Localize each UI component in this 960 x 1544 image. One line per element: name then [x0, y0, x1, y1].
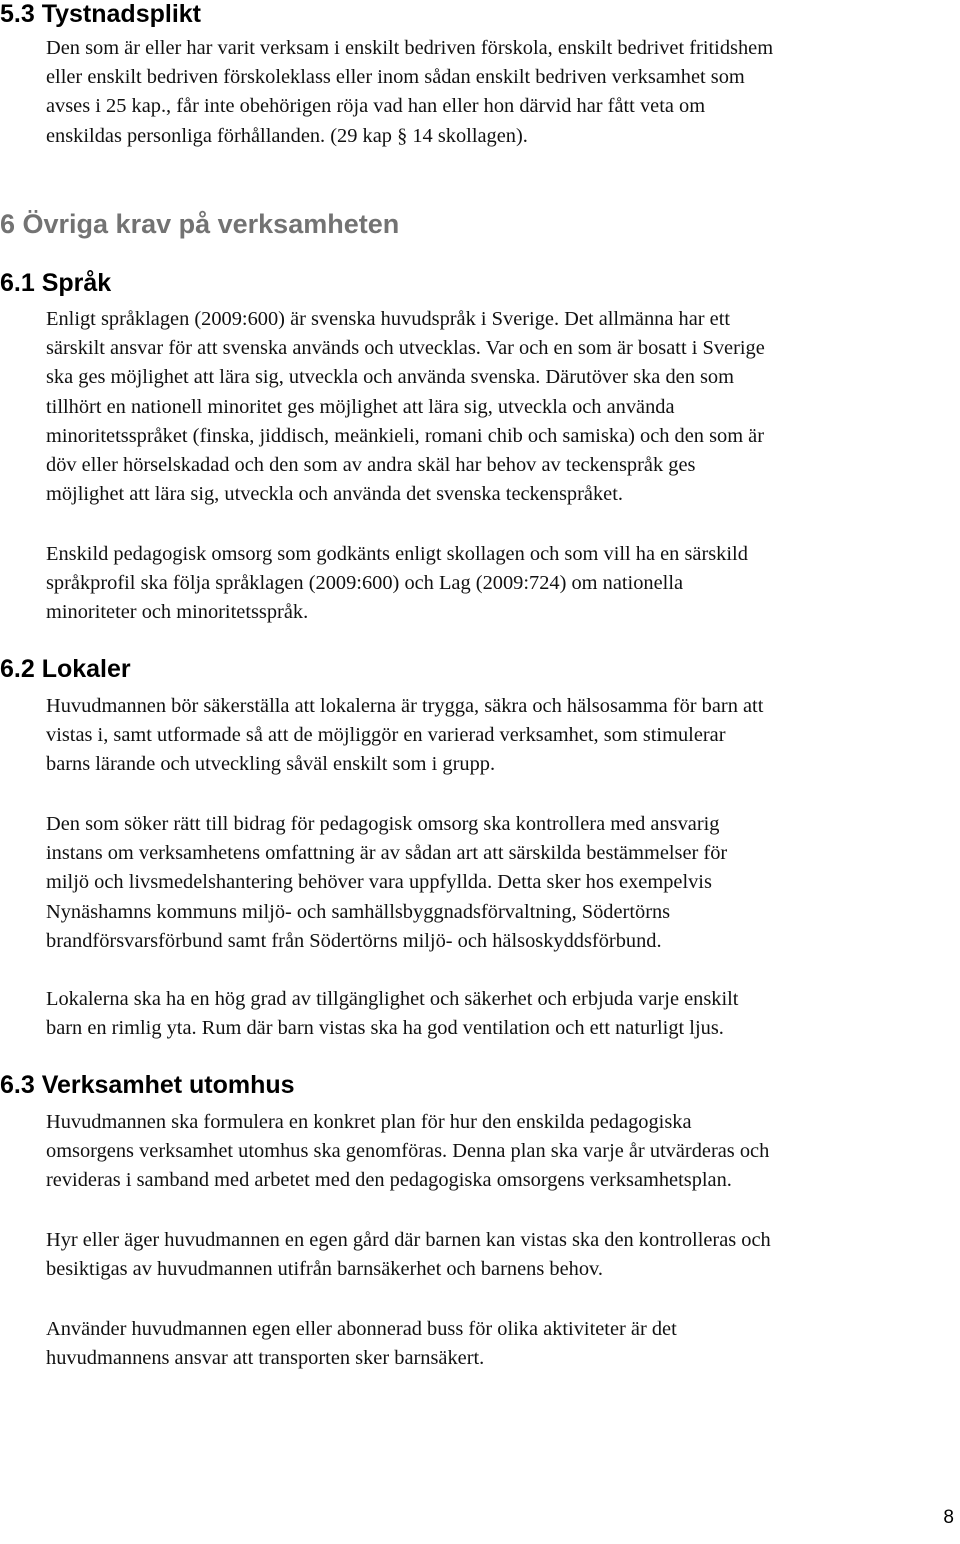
text-line: Enskild pedagogisk omsorg som godkänts enligt skollagen och som vill ha en särskild: [46, 543, 748, 565]
text-line: möjlighet att lära sig, utveckla och använda det svenska teckenspråket.: [46, 483, 623, 506]
text-line: ska ges möjlighet att lära sig, utveckla och använda svenska. Därutöver ska den som: [46, 366, 734, 389]
paragraph-lokaler-1: [46, 692, 951, 780]
text-line: Hyr eller äger huvudmannen en egen gård där barnen kan vistas ska den kontrolleras och: [46, 1229, 771, 1251]
text-line: döv eller hörselskadad och den som av andra skäl har behov av teckenspråk ges: [46, 454, 696, 477]
text-line: brandförsvarsförbund samt från Södertörns miljö- och hälsoskyddsförbund.: [46, 929, 662, 952]
paragraph-sprak-2: [46, 540, 951, 628]
paragraph-utomhus-1: [46, 1108, 951, 1196]
text-line: Huvudmannen ska formulera en konkret plan för hur den enskilda pedagogiska: [46, 1111, 692, 1133]
section-title-5-3: 5.3 Tystnadsplikt: [0, 0, 201, 28]
text-line: Den som är eller har varit verksam i enskilt bedriven förskola, enskilt bedrivet fritidshem: [46, 37, 774, 59]
text-line: miljö och livsmedelshantering behöver vara uppfyllda. Detta sker hos exempelvis: [46, 871, 712, 894]
text-line: tillhört en nationell minoritet ges möjlighet att lära sig, utveckla och använda: [46, 395, 675, 418]
section-title-6-1: 6.1 Språk: [0, 269, 112, 297]
text-line: enskildas personliga förhållanden. (29 kap § 14 skollagen).: [46, 124, 528, 147]
text-line: Nynäshamns kommuns miljö- och samhällsbyggnadsförvaltning, Södertörns: [46, 900, 671, 923]
paragraph-utomhus-3: [46, 1315, 951, 1373]
text-line: språkprofil ska följa språklagen (2009:600) och Lag (2009:724) om nationella: [46, 572, 684, 595]
text-line: Använder huvudmannen egen eller abonnerad buss för olika aktiviteter är det: [46, 1318, 677, 1340]
chapter-title-6: 6 Övriga krav på verksamheten: [0, 209, 400, 239]
text-line: besiktigas av huvudmannen utifrån barnsäkerhet och barnens behov.: [46, 1258, 603, 1281]
text-line: minoritetsspråket (finska, jiddisch, meänkieli, romani chib och samiska) och den som är: [46, 424, 765, 447]
text-line: huvudmannens ansvar att transporten sker barnsäkert.: [46, 1347, 485, 1370]
section-title-6-2: 6.2 Lokaler: [0, 655, 131, 683]
text-line: eller enskilt bedriven förskoleklass eller inom sådan enskilt bedriven verksamhet som: [46, 66, 745, 89]
text-line: barn en rimlig yta. Rum där barn vistas ska ha god ventilation och ett naturligt ljus.: [46, 1017, 724, 1040]
text-line: instans om verksamhetens omfattning är av sådan art att särskilda bestämmelser för: [46, 842, 728, 865]
paragraph-utomhus-2: [46, 1226, 951, 1284]
text-line: särskilt ansvar för att svenska används och utvecklas. Var och en som är bosatt i Sverige: [46, 337, 765, 360]
text-line: avses i 25 kap., får inte obehörigen röja vad han eller hon därvid har fått veta om: [46, 95, 706, 118]
text-line: minoriteter och minoritetsspråk.: [46, 601, 309, 624]
paragraph-tystnadsplikt: [46, 34, 951, 151]
paragraph-sprak-1: [46, 305, 951, 509]
text-line: omsorgens verksamhet utomhus ska genomföras. Denna plan ska varje år utvärderas och: [46, 1140, 770, 1163]
text-line: revideras i samband med arbetet med den pedagogiska omsorgens verksamhetsplan.: [46, 1169, 732, 1192]
text-line: Den som söker rätt till bidrag för pedagogisk omsorg ska kontrollera med ansvarig: [46, 813, 720, 835]
text-line: Lokalerna ska ha en hög grad av tillgänglighet och säkerhet och erbjuda varje enskilt: [46, 988, 739, 1010]
text-line: Huvudmannen bör säkerställa att lokalerna är trygga, säkra och hälsosamma för barn att: [46, 695, 764, 717]
paragraph-lokaler-3: [46, 985, 951, 1043]
text-line: Enligt språklagen (2009:600) är svenska huvudspråk i Sverige. Det allmänna har ett: [46, 308, 731, 330]
text-line: vistas i, samt utformade så att de möjliggör en varierad verksamhet, som stimulerar: [46, 724, 726, 747]
section-title-6-3: 6.3 Verksamhet utomhus: [0, 1071, 295, 1099]
text-line: barns lärande och utveckling såväl enskilt som i grupp.: [46, 753, 496, 776]
page-number: 8: [943, 1507, 954, 1528]
paragraph-lokaler-2: [46, 810, 951, 956]
